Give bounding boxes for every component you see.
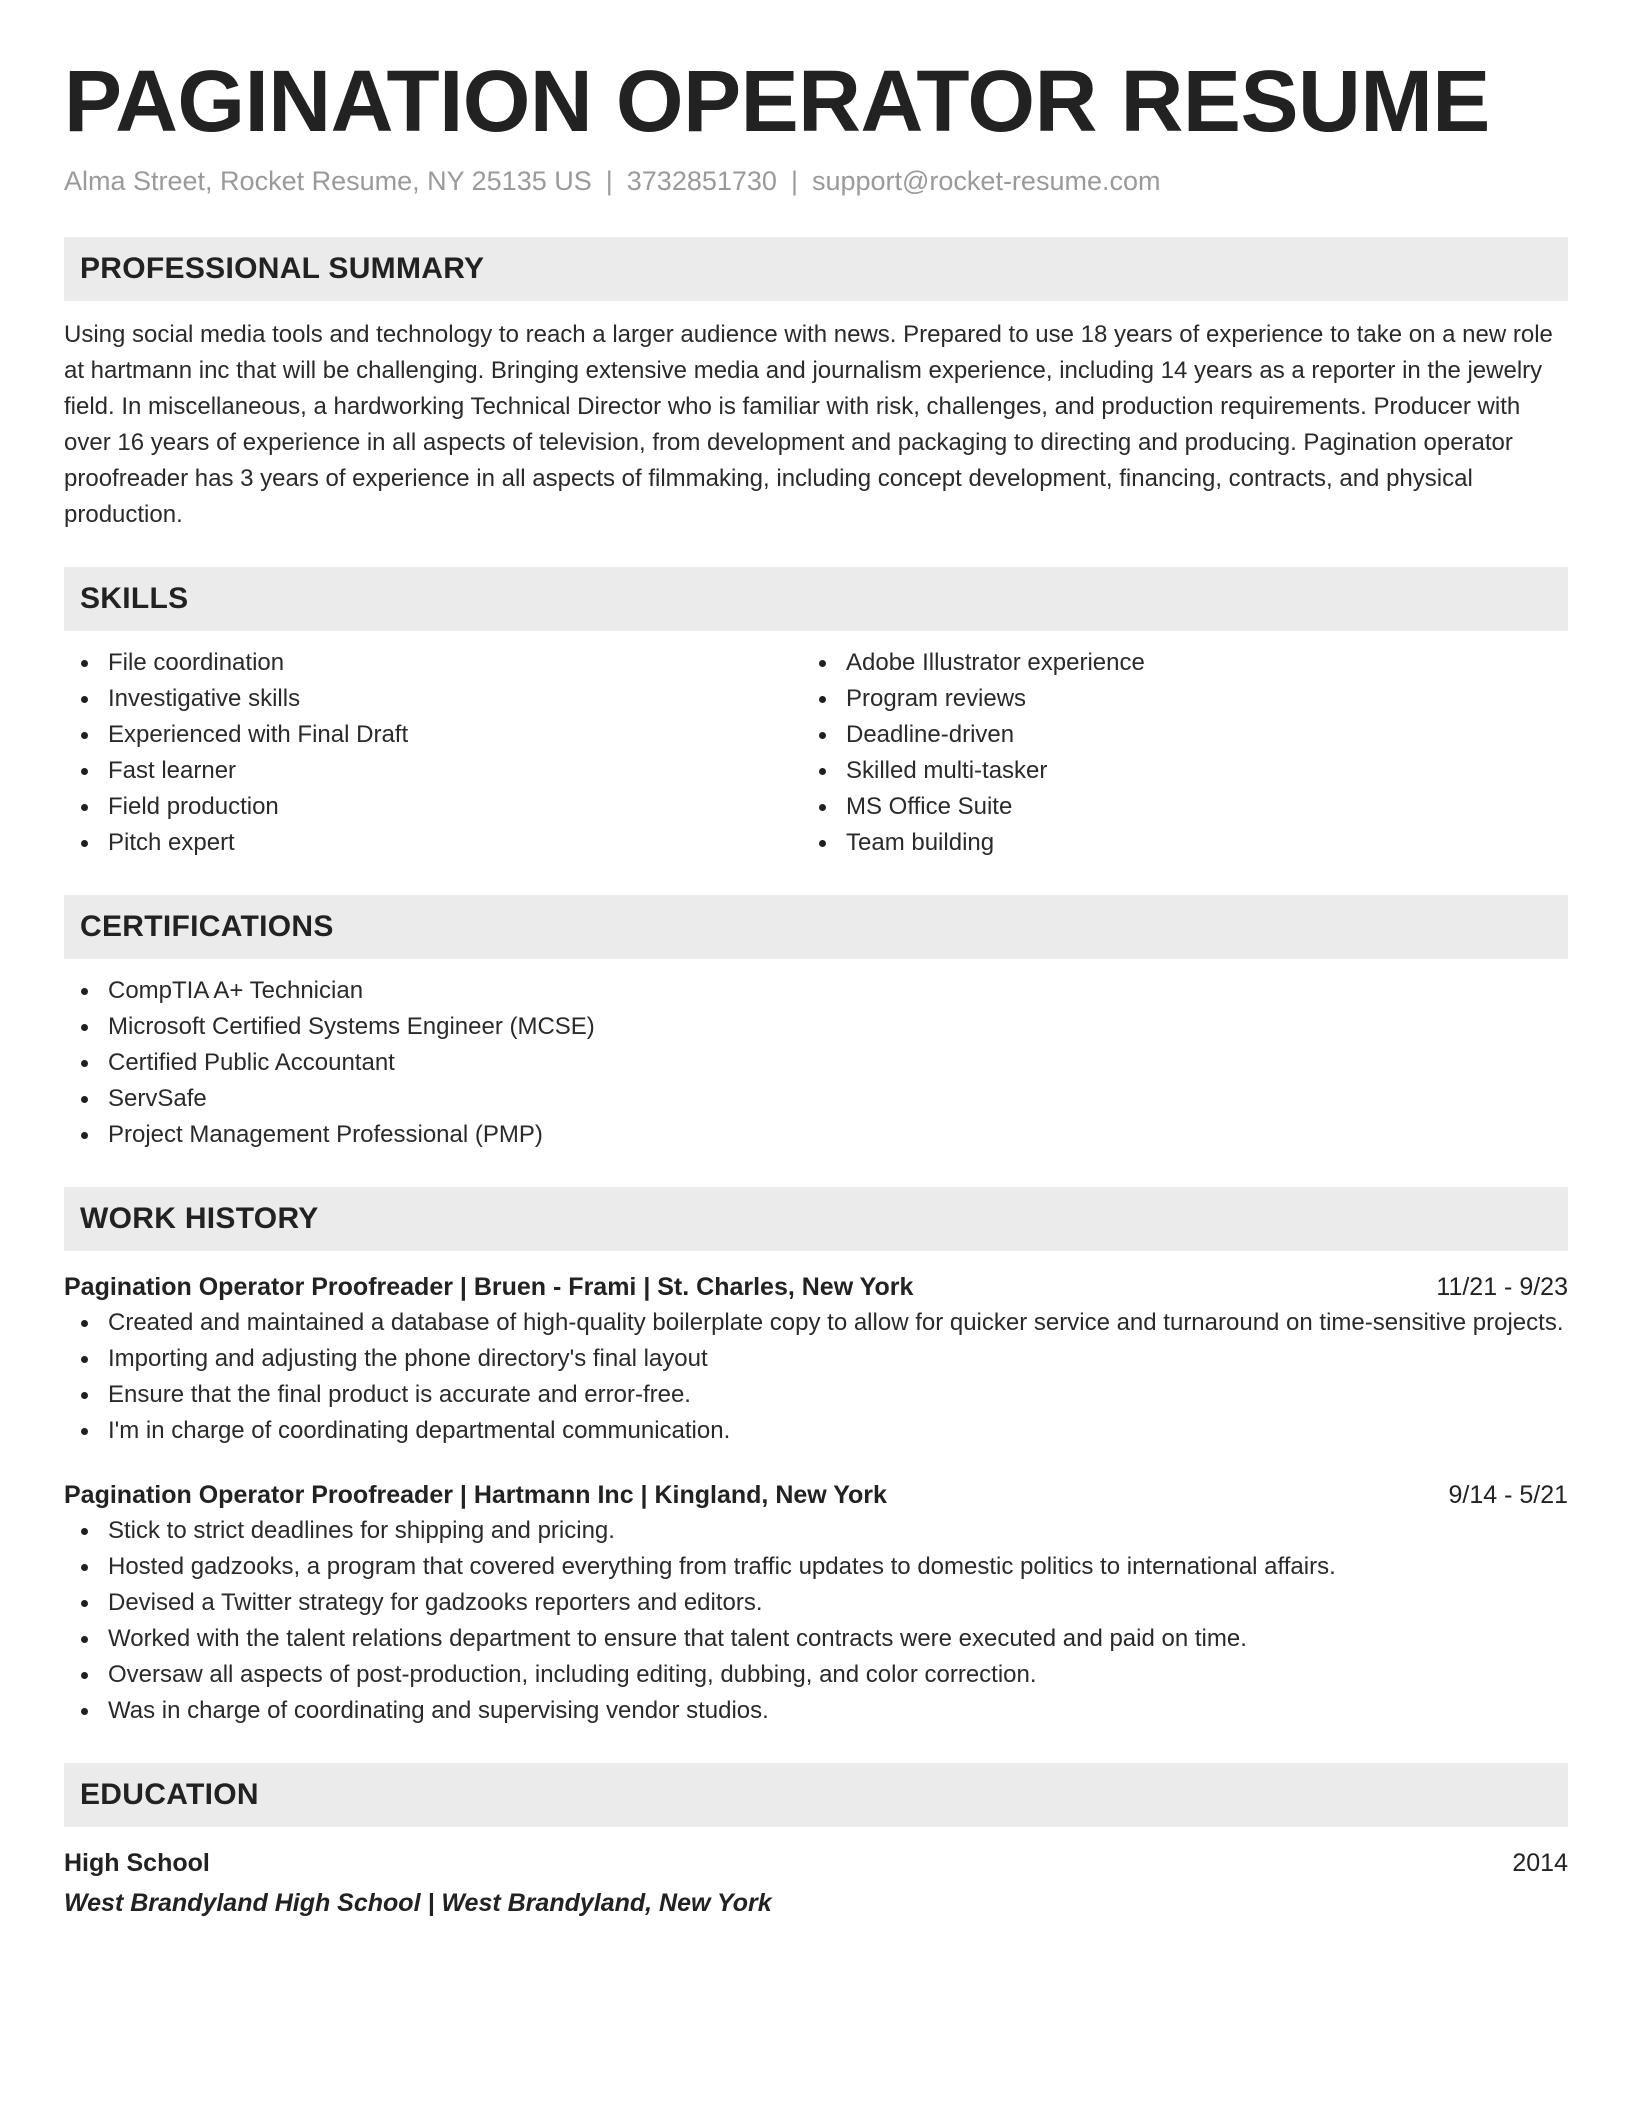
section-heading-work-history: WORK HISTORY (64, 1187, 1568, 1251)
job-title: Pagination Operator Proofreader | Bruen - Frami | St. Charles, New York (64, 1272, 914, 1301)
section-heading-summary: PROFESSIONAL SUMMARY (64, 237, 1568, 301)
education-header (64, 1845, 1568, 1881)
section-heading-skills: SKILLS (64, 567, 1568, 631)
summary-text: Using social media tools and technology to reach a larger audience with news. Prepared to use 18 years of experience to take on a new role at hartmann inc that will be challenging. Bringing extensive media and journalism experience, including 14 years as a reporter in the jewelry field. In miscellaneous, a hardworking Technical Director who is familiar with risk, challenges, and production requirements. Producer with over 16 years of experience in all aspects of television, from development and packaging to directing and producing. Pagination operator proofreader has 3 years of experience in all aspects of filmmaking, including concept development, financing, contracts, and physical production. (64, 320, 1553, 528)
skill-item: Deadline-driven (846, 717, 1540, 753)
skill-item: Program reviews (846, 681, 1540, 717)
job-bullet: Ensure that the final product is accurate and error-free. (108, 1377, 1568, 1413)
certification-item: Microsoft Certified Systems Engineer (MCSE) (108, 1009, 1568, 1045)
certification-item: Certified Public Accountant (108, 1045, 1568, 1081)
skills-column-left (64, 645, 802, 861)
job-bullet: Worked with the talent relations department to ensure that talent contracts were executed and paid on time. (108, 1621, 1568, 1657)
contact-address: Alma Street, Rocket Resume, NY 25135 US (64, 165, 592, 196)
job-header (64, 1477, 1568, 1513)
skills-grid (64, 645, 1568, 861)
job-dates: 11/21 - 9/23 (1436, 1272, 1568, 1301)
job-dates: 9/14 - 5/21 (1448, 1480, 1568, 1509)
skill-item: File coordination (108, 645, 802, 681)
job-bullets (64, 1305, 1568, 1449)
skill-item: Pitch expert (108, 825, 802, 861)
job-entry (64, 1269, 1568, 1449)
skill-item: Team building (846, 825, 1540, 861)
certification-item: Project Management Professional (PMP) (108, 1117, 1568, 1153)
certification-item: ServSafe (108, 1081, 1568, 1117)
skill-item: Field production (108, 789, 802, 825)
skills-list-left (64, 645, 802, 861)
job-bullet: Stick to strict deadlines for shipping and pricing. (108, 1513, 1568, 1549)
skills-column-right (802, 645, 1540, 861)
job-bullet: Was in charge of coordinating and supervising vendor studios. (108, 1693, 1568, 1729)
skills-list-right (802, 645, 1540, 861)
contact-phone: 3732851730 (626, 165, 777, 196)
contact-separator: | (605, 165, 613, 196)
job-bullet: I'm in charge of coordinating departmental communication. (108, 1413, 1568, 1449)
education-degree: High School (64, 1848, 210, 1877)
job-header (64, 1269, 1568, 1305)
job-bullet: Devised a Twitter strategy for gadzooks reporters and editors. (108, 1585, 1568, 1621)
contact-separator: | (790, 165, 798, 196)
certifications-list (64, 973, 1568, 1153)
job-bullets (64, 1513, 1568, 1729)
job-bullet: Importing and adjusting the phone directory's final layout (108, 1341, 1568, 1377)
skill-item: Skilled multi-tasker (846, 753, 1540, 789)
job-bullet: Oversaw all aspects of post-production, including editing, dubbing, and color correction. (108, 1657, 1568, 1693)
skill-item: Adobe Illustrator experience (846, 645, 1540, 681)
education-year: 2014 (1512, 1848, 1568, 1877)
job-title: Pagination Operator Proofreader | Hartmann Inc | Kingland, New York (64, 1480, 887, 1509)
certification-item: CompTIA A+ Technician (108, 973, 1568, 1009)
contact-email[interactable]: support@rocket-resume.com (811, 165, 1161, 196)
skill-item: MS Office Suite (846, 789, 1540, 825)
skill-item: Investigative skills (108, 681, 802, 717)
job-bullet: Hosted gadzooks, a program that covered everything from traffic updates to domestic politics to international affairs. (108, 1549, 1568, 1585)
education-school: West Brandyland High School | West Brandyland, New York (64, 1888, 772, 1917)
job-entry (64, 1477, 1568, 1729)
contact-line (64, 164, 1568, 199)
skill-item: Fast learner (108, 753, 802, 789)
section-heading-education: EDUCATION (64, 1763, 1568, 1827)
skill-item: Experienced with Final Draft (108, 717, 802, 753)
job-bullet: Created and maintained a database of high-quality boilerplate copy to allow for quicker service and turnaround on time-sensitive projects. (108, 1305, 1568, 1341)
section-heading-certifications: CERTIFICATIONS (64, 895, 1568, 959)
resume-title: PAGINATION OPERATOR RESUME (64, 53, 1490, 150)
